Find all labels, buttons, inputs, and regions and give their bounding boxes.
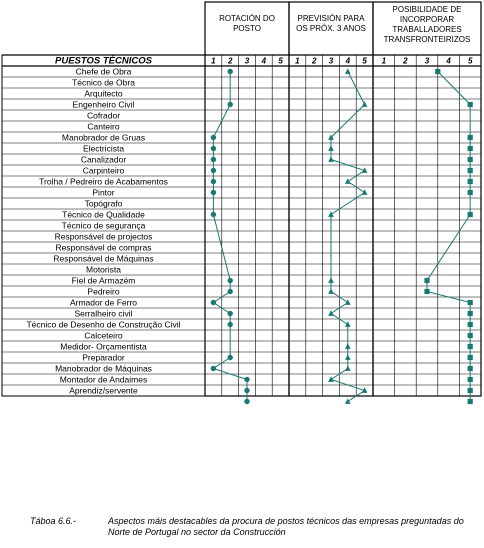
row-label: Montador de Andaimes [59,374,148,385]
row-label: Responsável de projectos [54,231,153,242]
caption-text: Aspectos máis destacables da procura de postos técnicos das empresas preguntadas do Norte de Portugal no sector da Construcción [108,516,464,537]
x-tick-label: 3 [424,56,430,66]
data-point [362,189,368,195]
x-tick-label: 5 [278,56,283,66]
group-title-line: PREVISIÓN PARA [297,14,365,23]
row-label: Chefe de Obra [75,66,132,77]
data-point [468,366,473,371]
data-point [362,101,368,107]
data-point [468,212,473,217]
data-point [424,278,429,283]
data-point [328,376,334,382]
data-point [468,179,473,184]
row-label: Técnico de segurança [61,220,146,231]
group-title-line: POSIBILIDADE DE [392,5,462,14]
row-label: Cofrador [86,110,121,121]
data-point [211,366,216,371]
row-label: Trolha / Pedreiro de Acabamentos [39,176,168,187]
data-point [468,157,473,162]
data-point [244,399,249,404]
row-label: Manobrador de Gruas [61,132,146,143]
data-point [244,377,249,382]
x-tick-label: 4 [446,56,451,66]
data-point [468,146,473,151]
data-point [244,388,249,393]
x-tick-label: 4 [345,56,351,66]
row-label: Responsável de Máquinas [53,253,154,264]
group-title-line: POSTO [233,24,261,33]
group-title-line: TRANSFRONTEIRIZOS [383,35,471,44]
row-label: Pedreiro [87,286,120,297]
data-point [468,311,473,316]
data-point [345,321,351,327]
data-point [468,168,473,173]
row-label: Carpinteiro [82,165,125,176]
data-point [328,145,334,151]
row-label: Topógrafo [84,198,123,209]
data-point [345,68,351,74]
group-title-line: OS PRÓX. 3 ANOS [296,24,366,33]
data-point [468,344,473,349]
row-label: Preparador [82,352,125,363]
row-label: Engenheiro Civil [72,99,135,110]
x-tick-label: 3 [244,56,250,66]
data-point [211,212,216,217]
row-label: Serralheiro civil [74,308,133,319]
data-point [228,278,233,283]
table-header-label: PUESTOS TÉCNICOS [55,55,152,67]
data-point [211,179,216,184]
data-point [468,102,473,107]
data-point [468,300,473,305]
row-label: Fiel de Armazém [71,275,136,286]
x-tick-label: 2 [227,56,233,66]
x-tick-label: 4 [261,56,267,66]
data-point [228,102,233,107]
data-point [468,399,473,404]
data-point [345,299,351,305]
row-label: Aprendiz/servente [69,385,138,396]
data-point [228,311,233,316]
data-point [468,388,473,393]
data-point [435,69,440,74]
data-point [328,156,334,162]
row-label: Electricista [82,143,125,154]
group-title-line: ROTACIÓN DO [219,14,275,23]
row-label: Técnico de Qualidade [62,209,145,220]
data-point [328,310,334,316]
data-point [228,322,233,327]
data-point [468,377,473,382]
row-label: Canteiro [87,121,120,132]
data-point [468,333,473,338]
row-label: Técnico de Obra [72,77,135,88]
caption-number: Táboa 6.6.- [30,516,77,526]
data-point [345,365,351,371]
row-label: Armador de Ferro [69,297,138,308]
x-tick-label: 1 [211,56,216,66]
x-tick-label: 5 [362,56,367,66]
data-point [468,190,473,195]
row-label: Pintor [92,187,115,198]
data-point [211,135,216,140]
data-point [228,69,233,74]
row-label: Manobrador de Máquinas [55,363,152,374]
data-point [468,355,473,360]
row-label: Calceteiro [84,330,123,341]
data-point [211,157,216,162]
data-point [345,398,351,404]
data-point [345,354,351,360]
data-point [328,288,334,294]
row-label: Arquitecto [84,88,123,99]
data-point [345,178,351,184]
x-tick-label: 5 [467,56,473,66]
data-point [468,135,473,140]
data-point [211,146,216,151]
data-point [345,343,351,349]
x-tick-label: 1 [381,56,387,66]
data-point [211,190,216,195]
x-tick-label: 2 [403,56,408,66]
data-point [228,355,233,360]
data-point [424,289,429,294]
data-point [328,211,334,217]
data-point [211,300,216,305]
data-point [468,322,473,327]
group-title-line: TRABALLADORES [392,25,462,34]
data-point [211,168,216,173]
data-point [328,277,334,283]
x-tick-label: 1 [295,56,300,66]
row-label: Técnico de Desenho de Construção Civil [26,319,181,330]
row-label: Medidor- Orçamentista [60,341,147,352]
group-title-line: INCORPORAR [399,15,455,24]
row-label: Canalizador [80,154,127,165]
x-tick-label: 3 [328,56,334,66]
row-label: Motorista [86,264,121,275]
x-tick-label: 2 [311,56,317,66]
data-point [228,289,233,294]
row-label: Responsável de compras [55,242,152,253]
